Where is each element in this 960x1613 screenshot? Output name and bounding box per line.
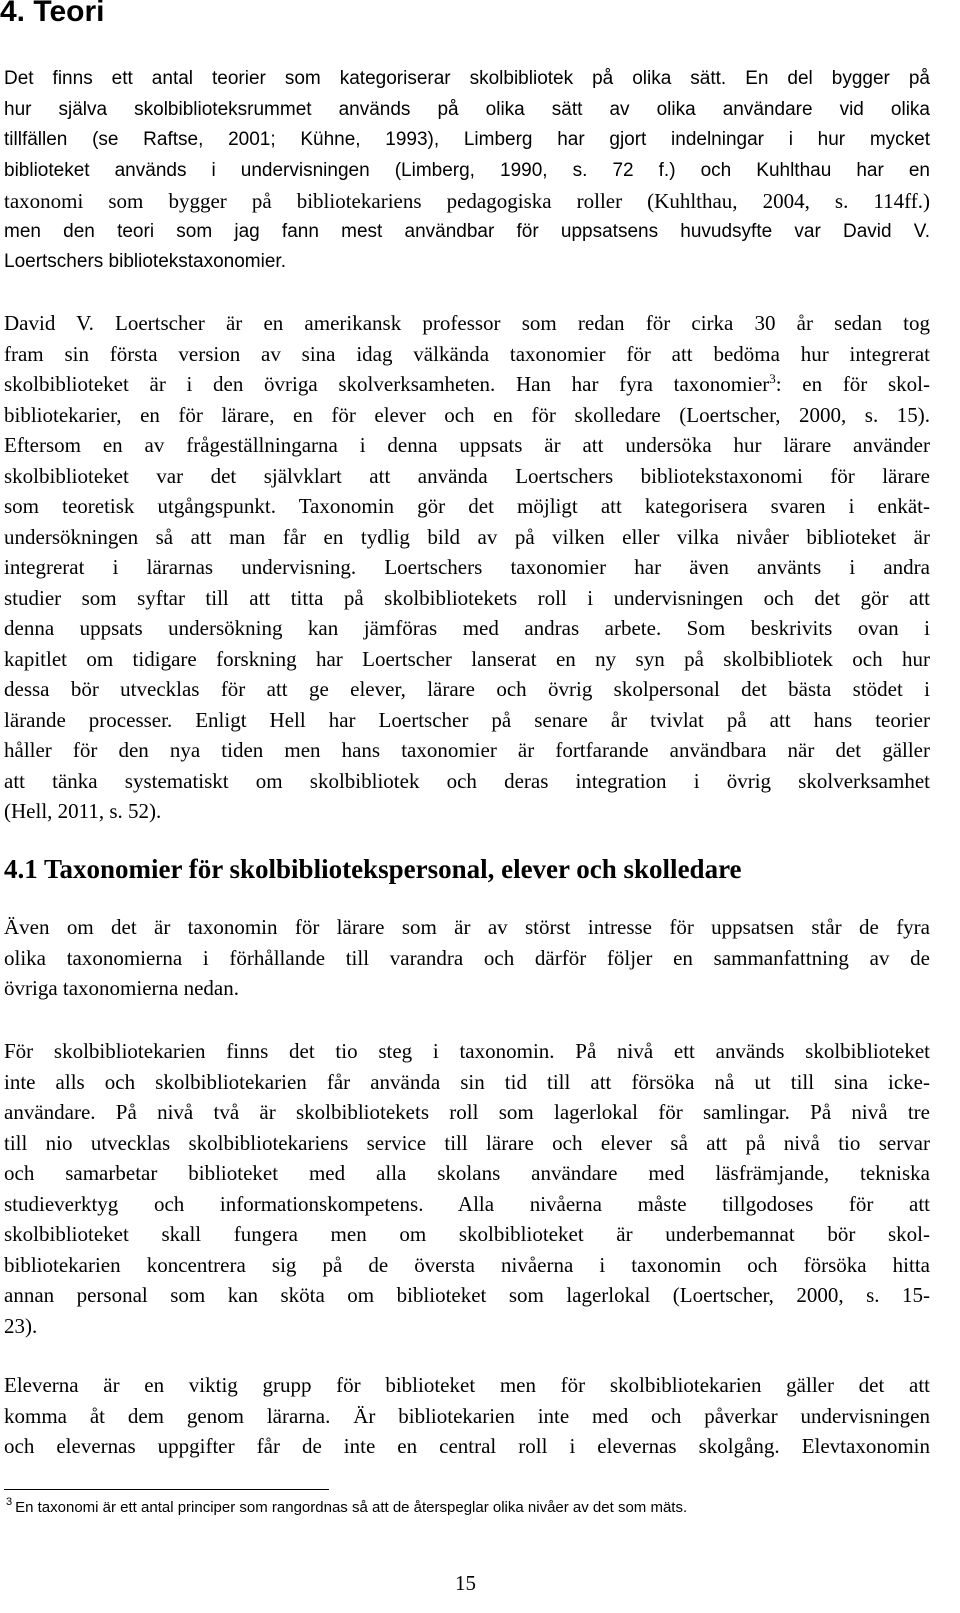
text-line: taxonomi som bygger på bibliotekariens pedagogiska roller (Kuhlthau, 2004, s. 114ff.): [4, 189, 930, 213]
text-line: användare. På nivå två är skolbibliotekets roll som lagerlokal för samlingar. På nivå tre: [4, 1100, 930, 1124]
text-line: bibliotekarien koncentrera sig på de översta nivåerna i taxonomin och försöka hitta: [4, 1252, 930, 1277]
text-line: studier som syftar till att titta på skolbibliotekets roll i undervisningen och det gör att: [4, 585, 930, 610]
text-line-with-footnote: [4, 369, 930, 400]
paragraph-students: [4, 1370, 930, 1462]
chapter-heading: 4. Teori: [0, 0, 105, 28]
text-line: lärande processer. Enligt Hell har Loertscher på senare år tvivlat på att hans teorier: [4, 707, 930, 732]
text-line: bibliotekarier, en för lärare, en för elever och en för skolledare (Loertscher, 2000, s. 15).: [4, 402, 930, 427]
text-line: till nio utvecklas skolbibliotekariens service till lärare och elever så att på nivå tio servar: [4, 1130, 930, 1155]
text-line: tillfällen (se Raftse, 2001; Kühne, 1993), Limberg har gjort indelningar i hur mycket: [4, 129, 930, 150]
text-segment: skolbiblioteket är i den övriga skolverksamheten. Han har fyra taxonomier: [4, 372, 770, 396]
text-line: Loertschers bibliotekstaxonomier.: [4, 251, 286, 272]
text-line: skolbiblioteket var det självklart att använda Loertschers bibliotekstaxonomi för lärare: [4, 463, 930, 488]
paragraph-librarian-taxonomy: [4, 1036, 930, 1341]
text-line: och samarbetar biblioteket med alla skolans användare med läsfrämjande, tekniska: [4, 1161, 930, 1185]
footnote: [6, 1496, 687, 1520]
footnote-divider: [4, 1489, 329, 1490]
paragraph-loertscher: [4, 308, 930, 827]
text-line: komma åt dem genom lärarna. Är bibliotekarien inte med och påverkar undervisningen: [4, 1403, 930, 1428]
text-line: annan personal som kan sköta om biblioteket som lagerlokal (Loertscher, 2000, s. 15-: [4, 1283, 930, 1307]
text-segment: : en för skol-: [775, 372, 930, 396]
text-line: dessa bör utvecklas för att ge elever, lärare och övrig skolpersonal det bästa stödet i: [4, 677, 930, 701]
text-line: denna uppsats undersökning kan jämföras med andras arbete. Som beskrivits ovan i: [4, 616, 930, 640]
section-heading: 4.1 Taxonomier för skolbibliotekspersonal, elever och skolledare: [4, 854, 742, 884]
text-line: (Hell, 2011, s. 52).: [4, 799, 162, 823]
text-line: hur själva skolbiblioteksrummet används på olika sätt av olika användare vid olika: [4, 98, 930, 120]
text-line: som teoretisk utgångspunkt. Taxonomin gör det möjligt att kategorisera svaren i enkät-: [4, 494, 930, 518]
text-line: integrerat i lärarnas undervisning. Loertschers taxonomier har även använts i andra: [4, 555, 930, 579]
text-line: undersökningen så att man får en tydlig bild av på vilken eller vilka nivåer biblioteket är: [4, 524, 930, 549]
text-line: kapitlet om tidigare forskning har Loertscher lanserat en ny syn på skolbibliotek och hur: [4, 646, 930, 671]
text-line: studieverktyg och informationskompetens. Alla nivåerna måste tillgodoses för att: [4, 1191, 930, 1216]
text-line: biblioteket används i undervisningen (Limberg, 1990, s. 72 f.) och Kuhlthau har en: [4, 159, 930, 181]
text-line: inte alls och skolbibliotekarien får använda sin tid till att försöka nå ut till sina icke-: [4, 1069, 930, 1094]
paragraph-overview: [4, 912, 930, 1004]
footnote-text: En taxonomi är ett antal principer som rangordnas så att de återspeglar olika nivåer av det som mäts.: [15, 1499, 688, 1516]
footnote-marker: 3: [6, 1496, 13, 1508]
paragraph-intro: [4, 64, 930, 278]
text-line: 23).: [4, 1313, 38, 1338]
page-number: 15: [455, 1571, 476, 1595]
text-line: övriga taxonomierna nedan.: [4, 976, 239, 1000]
text-line: men den teori som jag fann mest användbar för uppsatsens huvudsyfte var David V.: [4, 220, 930, 242]
text-line: Det finns ett antal teorier som kategoriserar skolbibliotek på olika sätt. En del bygger på: [4, 68, 930, 89]
text-line: David V. Loertscher är en amerikansk professor som redan för cirka 30 år sedan tog: [4, 311, 930, 335]
text-line: håller för den nya tiden men hans taxonomier är fortfarande användbara när det gäller: [4, 738, 930, 762]
text-line: skolbiblioteket skall fungera men om skolbiblioteket är underbemannat bör skol-: [4, 1222, 930, 1246]
text-line: Eleverna är en viktig grupp för biblioteket men för skolbibliotekarien gäller det att: [4, 1373, 930, 1397]
text-line: fram sin första version av sina idag välkända taxonomier för att bedöma hur integrerat: [4, 341, 930, 366]
text-line: Även om det är taxonomin för lärare som är av störst intresse för uppsatsen står de fyra: [4, 915, 930, 939]
text-line: och elevernas uppgifter får de inte en central roll i elevernas skolgång. Elevtaxonomin: [4, 1434, 930, 1458]
footnote-reference[interactable]: 3: [769, 371, 776, 386]
text-line: Eftersom en av frågeställningarna i denna uppsats är att undersöka hur lärare använder: [4, 433, 930, 457]
text-line: olika taxonomierna i förhållande till varandra och därför följer en sammanfattning av de: [4, 945, 930, 970]
text-line: att tänka systematiskt om skolbibliotek och deras integration i övrig skolverksamhet: [4, 768, 930, 793]
text-line: För skolbibliotekarien finns det tio steg i taxonomin. På nivå ett används skolbiblioteket: [4, 1039, 930, 1063]
